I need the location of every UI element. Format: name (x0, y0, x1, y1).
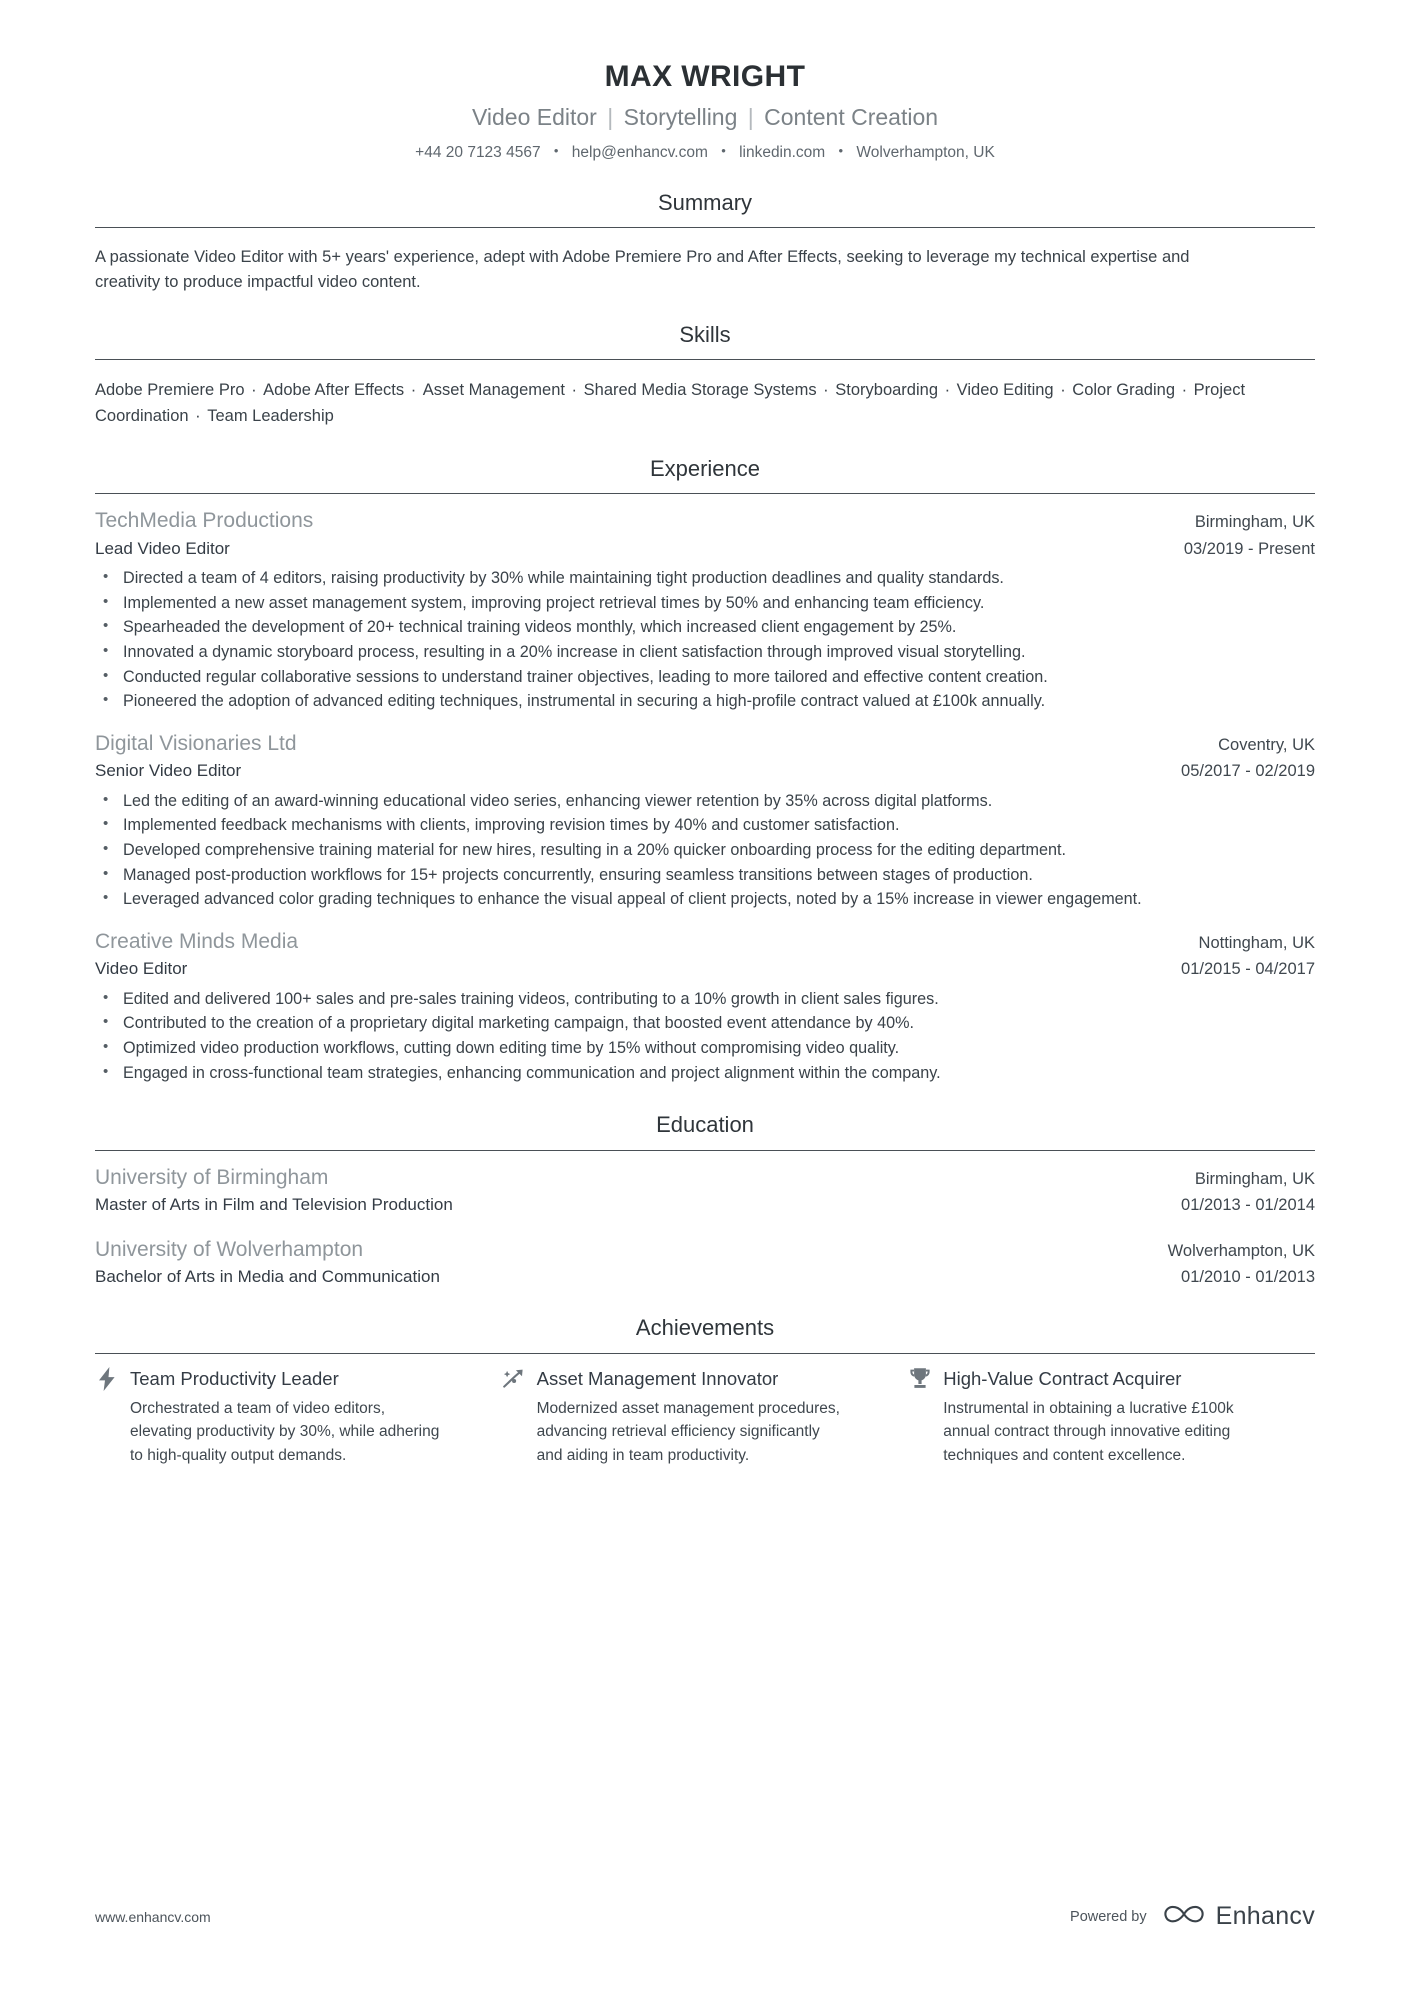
contact-location: Wolverhampton, UK (856, 143, 995, 161)
skill-item: Video Editing (956, 380, 1054, 399)
headline-part-3: Content Creation (764, 104, 939, 130)
lightning-bolt-icon (95, 1367, 119, 1391)
bullet-item: • Implemented a new asset management system, improving project retrieval times by 50% and enhancing team efficiency. (95, 592, 1315, 616)
entry-header (95, 928, 1315, 955)
bullet-separator-icon: • (553, 142, 559, 158)
experience-entry (95, 730, 1315, 912)
section-divider (95, 1353, 1315, 1354)
section-skills (95, 322, 1315, 429)
education-entry-list (95, 1164, 1315, 1288)
contact-row (95, 143, 1315, 163)
section-title-achievements: Achievements (635, 1315, 775, 1341)
achievement-title: Team Productivity Leader (130, 1368, 339, 1390)
entry-location: Coventry, UK (1218, 736, 1315, 755)
skill-separator: · (1055, 380, 1071, 399)
entry-dates: 01/2015 - 04/2017 (1181, 960, 1315, 979)
entry-role: Senior Video Editor (95, 761, 242, 781)
resume-header (95, 0, 1315, 163)
skill-item: Adobe After Effects (263, 380, 405, 399)
section-divider (95, 359, 1315, 360)
entry-organization: TechMedia Productions (95, 509, 314, 533)
section-experience (95, 456, 1315, 1085)
section-divider (95, 227, 1315, 228)
entry-location: Wolverhampton, UK (1167, 1241, 1315, 1260)
achievement-item (502, 1367, 909, 1468)
bullet-item: • Spearheaded the development of 20+ technical training videos monthly, which increased client engagement by 25%. (95, 616, 1315, 640)
entry-subheader (95, 1194, 1315, 1216)
experience-entry (95, 928, 1315, 1085)
brand-name: Enhancv (1215, 1902, 1315, 1930)
headline-separator: | (607, 104, 614, 130)
trophy-icon (908, 1367, 932, 1391)
entry-header (95, 507, 1315, 534)
skill-separator: · (818, 380, 834, 399)
entry-organization: University of Wolverhampton (95, 1237, 364, 1261)
footer-branding (1070, 1900, 1315, 1933)
skills-list (95, 377, 1315, 429)
contact-linkedin[interactable]: linkedin.com (739, 143, 826, 161)
skill-separator: · (1177, 380, 1192, 399)
section-summary (95, 190, 1315, 295)
skill-separator: · (406, 380, 421, 399)
enhancv-brand (1161, 1900, 1315, 1933)
bullet-item: • Innovated a dynamic storyboard process, resulting in a 20% increase in client satisfaction through improved visual storytelling. (95, 641, 1315, 665)
headline-part-2: Storytelling (623, 104, 738, 130)
skill-separator: · (566, 380, 582, 399)
section-title-education: Education (656, 1112, 754, 1138)
education-entry (95, 1164, 1315, 1217)
section-title-skills: Skills (679, 321, 731, 347)
entry-degree: Bachelor of Arts in Media and Communication (95, 1266, 440, 1286)
entry-subheader (95, 760, 1315, 782)
entry-dates: 01/2013 - 01/2014 (1181, 1196, 1315, 1215)
headline (95, 103, 1315, 132)
achievement-item (908, 1367, 1315, 1468)
achievement-header (95, 1367, 442, 1391)
skill-item: Color Grading (1072, 380, 1175, 399)
section-title-summary: Summary (657, 189, 753, 215)
achievement-title: High-Value Contract Acquirer (943, 1368, 1182, 1390)
contact-phone: +44 20 7123 4567 (415, 143, 541, 161)
bullet-item: • Edited and delivered 100+ sales and pre-sales training videos, contributing to a 10% growth in client sales figures. (95, 988, 1315, 1012)
entry-bullet-list (95, 790, 1315, 912)
entry-dates: 03/2019 - Present (1183, 539, 1315, 558)
headline-part-1: Video Editor (471, 104, 597, 130)
achievement-description: Modernized asset management procedures, advancing retrieval efficiency significantly and aiding in team productivity. (536, 1399, 840, 1464)
entry-degree: Master of Arts in Film and Television Production (95, 1195, 453, 1215)
skill-item: Storyboarding (835, 380, 938, 399)
entry-subheader (95, 1266, 1315, 1288)
entry-subheader (95, 538, 1315, 560)
entry-subheader (95, 958, 1315, 980)
rising-arrow-icon (502, 1367, 526, 1391)
headline-separator: | (747, 104, 754, 130)
footer (95, 1900, 1315, 1933)
entry-header (95, 1164, 1315, 1191)
bullet-item: • Directed a team of 4 editors, raising productivity by 30% while maintaining tight production deadlines and quality standards. (95, 567, 1315, 591)
entry-organization: Digital Visionaries Ltd (95, 732, 297, 756)
powered-by-label: Powered by (1070, 1908, 1147, 1925)
contact-email[interactable]: help@enhancv.com (571, 143, 708, 161)
entry-header (95, 1236, 1315, 1263)
bullet-item: • Implemented feedback mechanisms with clients, improving revision times by 40% and customer satisfaction. (95, 814, 1315, 838)
bullet-item: • Conducted regular collaborative sessions to understand trainer objectives, leading to more tailored and effective content creation. (95, 666, 1315, 690)
bullet-item: • Optimized video production workflows, cutting down editing time by 15% without compromising video quality. (95, 1037, 1315, 1061)
section-divider (95, 1150, 1315, 1151)
experience-entry-list (95, 507, 1315, 1085)
page-title: MAX WRIGHT (604, 60, 806, 93)
achievement-header (908, 1367, 1255, 1391)
skill-item: Shared Media Storage Systems (583, 380, 817, 399)
skill-item: Project Coordination (95, 380, 1246, 425)
skill-item: Asset Management (422, 380, 565, 399)
bullet-item: • Engaged in cross-functional team strategies, enhancing communication and project alignment within the company. (95, 1062, 1315, 1086)
entry-dates: 05/2017 - 02/2019 (1181, 762, 1315, 781)
summary-text: A passionate Video Editor with 5+ years' experience, adept with Adobe Premiere Pro and After Effects, seeking to leverage my technical expertise and creativity to produce impactful video content. (95, 247, 1190, 291)
skill-separator: · (940, 380, 955, 399)
bullet-separator-icon: • (838, 142, 844, 158)
entry-organization: Creative Minds Media (95, 930, 299, 954)
skill-item: Team Leadership (207, 406, 334, 425)
achievement-grid (95, 1367, 1315, 1468)
section-title-experience: Experience (649, 455, 761, 481)
section-achievements (95, 1315, 1315, 1467)
bullet-item: • Contributed to the creation of a proprietary digital marketing campaign, that boosted event attendance by 40%. (95, 1012, 1315, 1036)
section-education (95, 1112, 1315, 1288)
achievement-header (502, 1367, 849, 1391)
entry-dates: 01/2010 - 01/2013 (1181, 1267, 1315, 1286)
bullet-item: • Leveraged advanced color grading techniques to enhance the visual appeal of client projects, noted by a 15% increase in viewer engagement. (95, 888, 1315, 912)
entry-role: Lead Video Editor (95, 538, 230, 558)
entry-bullet-list (95, 567, 1315, 714)
bullet-separator-icon: • (721, 142, 726, 158)
footer-url[interactable]: www.enhancv.com (95, 1908, 211, 1925)
bullet-item: • Managed post-production workflows for 15+ projects concurrently, ensuring seamless transitions between stages of production. (95, 864, 1315, 888)
skill-separator: · (190, 406, 206, 425)
experience-entry (95, 507, 1315, 714)
achievement-description: Instrumental in obtaining a lucrative £100k annual contract through innovative editing techniques and content excellence. (943, 1399, 1234, 1464)
achievement-item (95, 1367, 502, 1468)
bullet-item: • Developed comprehensive training material for new hires, resulting in a 20% quicker onboarding process for the editing department. (95, 839, 1315, 863)
entry-location: Birmingham, UK (1194, 1169, 1315, 1188)
skill-separator: · (246, 380, 262, 399)
entry-organization: University of Birmingham (95, 1165, 329, 1189)
entry-location: Birmingham, UK (1194, 513, 1315, 532)
bullet-item: • Led the editing of an award-winning educational video series, enhancing viewer retention by 35% across digital platforms. (95, 790, 1315, 814)
entry-role: Video Editor (95, 959, 188, 979)
entry-header (95, 730, 1315, 757)
achievement-description: Orchestrated a team of video editors, elevating productivity by 30%, while adhering to high-quality output demands. (130, 1399, 440, 1464)
section-divider (95, 493, 1315, 494)
skill-item: Adobe Premiere Pro (95, 380, 245, 399)
education-entry (95, 1236, 1315, 1289)
entry-location: Nottingham, UK (1198, 934, 1315, 953)
achievement-title: Asset Management Innovator (536, 1368, 779, 1390)
enhancv-infinity-logo (1161, 1900, 1207, 1933)
entry-bullet-list (95, 988, 1315, 1086)
bullet-item: • Pioneered the adoption of advanced editing techniques, instrumental in securing a high-profile contract valued at £100k annually. (95, 690, 1315, 714)
